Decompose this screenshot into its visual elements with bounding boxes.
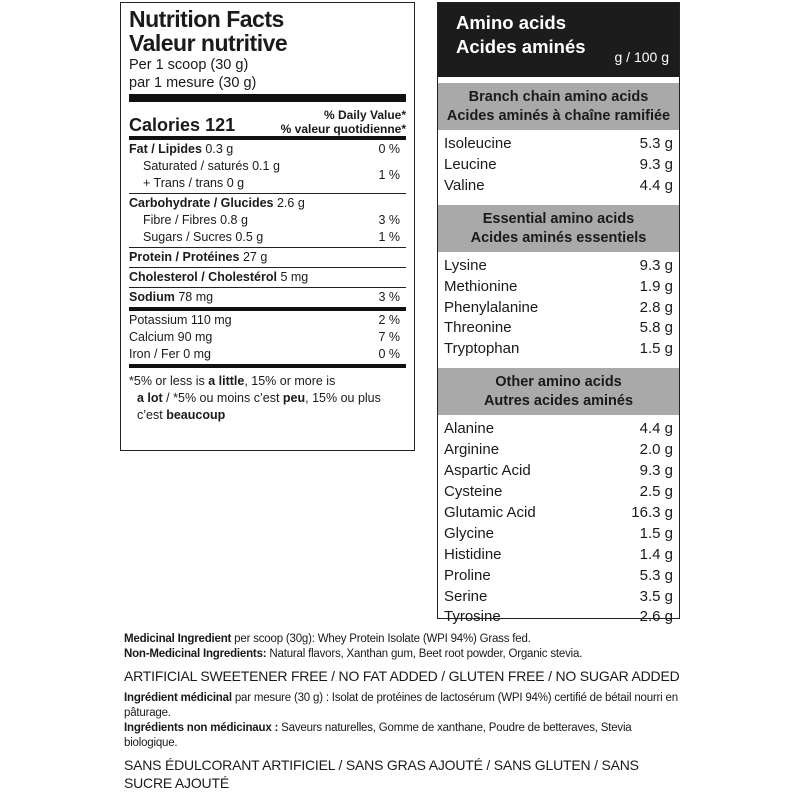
amino-title-en: Amino acids bbox=[456, 12, 566, 33]
amino-row: Threonine 5.8 g bbox=[444, 319, 673, 337]
section-list-branch-chain bbox=[438, 130, 679, 199]
claims-fr: SANS ÉDULCORANT ARTIFICIEL / SANS GRAS AJOUTÉ / SANS GLUTEN / SANS SUCRE AJOUTÉ bbox=[124, 757, 639, 791]
calories-value: 121 bbox=[205, 115, 236, 135]
protein-row: Protein / Protéines 27 g bbox=[129, 250, 268, 264]
cholesterol-block bbox=[129, 268, 406, 287]
ingredients-block bbox=[124, 632, 684, 798]
fat-row: Fat / Lipides 0.3 g 0 % bbox=[129, 142, 400, 156]
nutrition-title-fr: Valeur nutritive bbox=[129, 30, 288, 56]
amino-acids-panel bbox=[437, 2, 680, 626]
nutrition-facts-panel bbox=[120, 2, 415, 451]
amino-row: Phenylalanine 2.8 g bbox=[444, 298, 673, 316]
section-list-other bbox=[438, 415, 679, 630]
amino-row: Methionine 1.9 g bbox=[444, 277, 673, 295]
amino-row: Tryptophan 1.5 g bbox=[444, 340, 673, 358]
daily-value-footnote: *5% or less is a little, 15% or more is a lot / *5% ou moins c’est peu, 15% ou plus c’est beaucoup bbox=[129, 374, 381, 422]
serving-size-en: Per 1 scoop (30 g) bbox=[129, 57, 249, 73]
calories-row bbox=[129, 102, 406, 136]
amino-row: Arginine 2.0 g bbox=[444, 441, 673, 459]
amino-row: Alanine 4.4 g bbox=[444, 420, 673, 438]
divider-medium bbox=[129, 364, 406, 368]
sodium-row: Sodium 78 mg 3 % bbox=[129, 290, 400, 304]
amino-acids-header bbox=[438, 3, 679, 77]
carb-block bbox=[129, 194, 406, 247]
calcium-row: Calcium 90 mg 7 % bbox=[129, 330, 400, 344]
amino-row: Histidine 1.4 g bbox=[444, 545, 673, 563]
carbohydrate-row: Carbohydrate / Glucides 2.6 g bbox=[129, 196, 305, 210]
potassium-row: Potassium 110 mg 2 % bbox=[129, 313, 400, 327]
section-header-other: Other amino acids Autres acides aminés bbox=[438, 362, 679, 415]
serving-size-fr: par 1 mesure (30 g) bbox=[129, 75, 257, 91]
amino-row: Glutamic Acid 16.3 g bbox=[444, 503, 673, 521]
fat-block bbox=[129, 140, 406, 193]
minerals-block bbox=[129, 311, 406, 364]
amino-unit: g / 100 g bbox=[614, 49, 669, 65]
daily-value-header: % Daily Value* % valeur quotidienne* bbox=[280, 108, 406, 136]
section-header-essential: Essential amino acids Acides aminés essentiels bbox=[438, 199, 679, 252]
non-medicinal-ingredients-en: Non-Medicinal Ingredients: Natural flavors, Xanthan gum, Beet root powder, Organic stevia. bbox=[124, 648, 583, 660]
amino-row: Serine 3.5 g bbox=[444, 587, 673, 605]
section-header-branch-chain: Branch chain amino acids Acides aminés à chaîne ramifiée bbox=[438, 77, 679, 130]
sodium-block bbox=[129, 288, 406, 307]
section-list-essential bbox=[438, 252, 679, 363]
amino-row: Isoleucine 5.3 g bbox=[444, 135, 673, 152]
amino-row: Proline 5.3 g bbox=[444, 566, 673, 584]
amino-row: Aspartic Acid 9.3 g bbox=[444, 462, 673, 480]
sat-trans-row: Saturated / saturés 0.1 g + Trans / trans 0 g 1 % bbox=[143, 159, 400, 190]
amino-row: Lysine 9.3 g bbox=[444, 256, 673, 274]
nutrition-title-en: Nutrition Facts bbox=[129, 6, 284, 32]
sugars-row: Sugars / Sucres 0.5 g 1 % bbox=[143, 230, 400, 244]
non-medicinal-ingredients-fr: Ingrédients non médicinaux : Saveurs naturelles, Gomme de xanthane, Poudre de betteraves, Stevia biologique. bbox=[124, 722, 632, 749]
medicinal-ingredient-fr: Ingrédient médicinal par mesure (30 g) : Isolat de protéines de lactosérum (WPI 94%) certifié de bétail nourri en pâturage. bbox=[124, 692, 678, 719]
calories-label: Calories 121 bbox=[129, 115, 236, 135]
claims-en: ARTIFICIAL SWEETENER FREE / NO FAT ADDED / GLUTEN FREE / NO SUGAR ADDED bbox=[124, 668, 680, 684]
amino-row: Glycine 1.5 g bbox=[444, 524, 673, 542]
amino-title-fr: Acides aminés bbox=[456, 36, 586, 57]
cholesterol-row: Cholesterol / Cholestérol 5 mg bbox=[129, 270, 309, 284]
amino-row: Tyrosine 2.6 g bbox=[444, 608, 673, 626]
fibre-row: Fibre / Fibres 0.8 g 3 % bbox=[143, 213, 400, 227]
medicinal-ingredient-en: Medicinal Ingredient per scoop (30g): Whey Protein Isolate (WPI 94%) Grass fed. bbox=[124, 633, 531, 645]
amino-row: Leucine 9.3 g bbox=[444, 155, 673, 173]
amino-row: Valine 4.4 g bbox=[444, 176, 673, 194]
protein-block bbox=[129, 248, 406, 267]
iron-row: Iron / Fer 0 mg 0 % bbox=[129, 347, 400, 361]
amino-row: Cysteine 2.5 g bbox=[444, 482, 673, 500]
divider-thick bbox=[129, 94, 406, 102]
